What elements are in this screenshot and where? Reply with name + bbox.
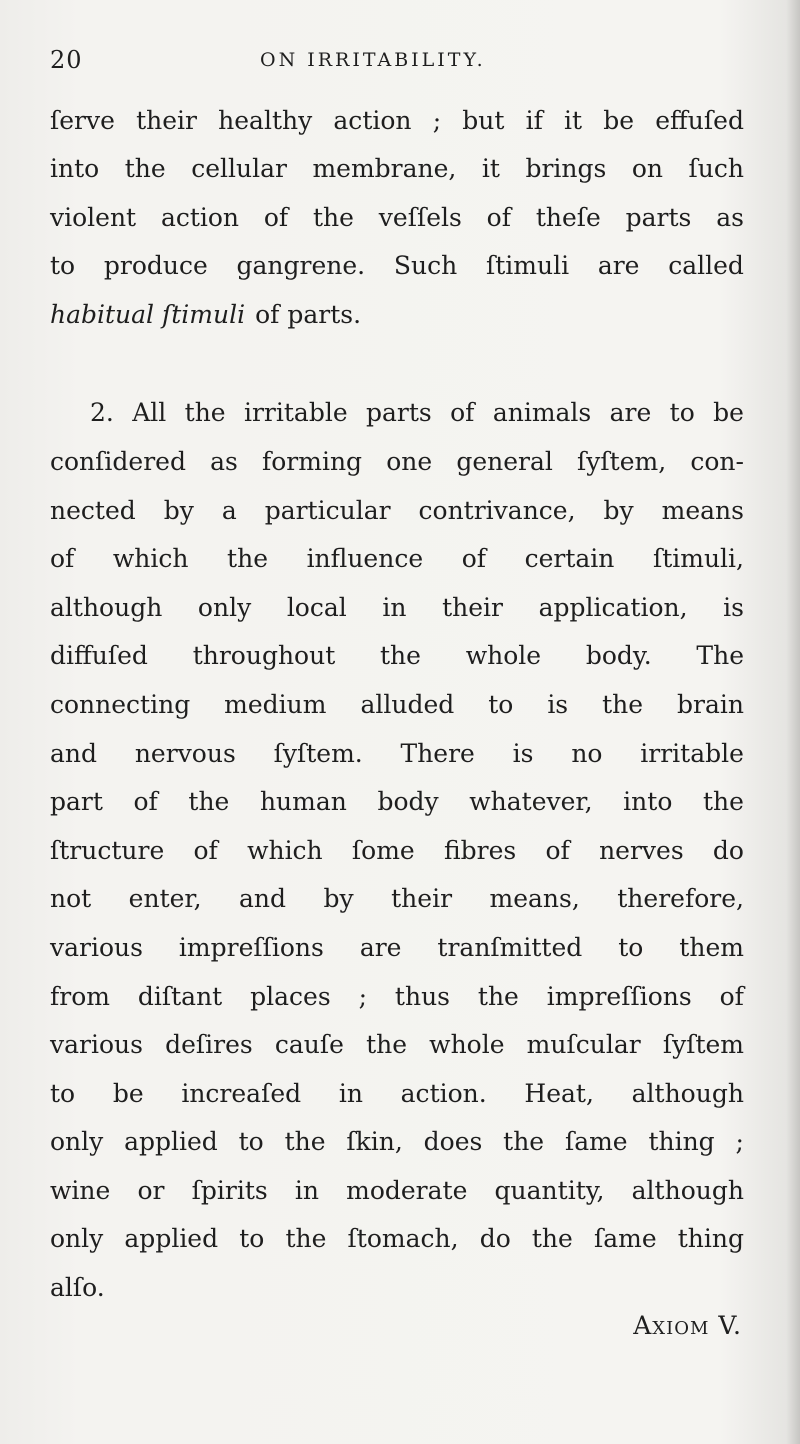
text-line — [50, 827, 744, 876]
word: thus — [394, 981, 450, 1011]
word: be — [713, 398, 744, 428]
text-line — [50, 1167, 744, 1216]
word: only — [50, 1127, 104, 1157]
word: on — [631, 154, 664, 183]
word: ſyſtem. — [273, 738, 363, 768]
word: action — [333, 106, 412, 135]
word: ; — [735, 1127, 744, 1157]
word: it — [564, 106, 583, 135]
text-line — [50, 389, 744, 438]
word: Heat, — [524, 1078, 594, 1108]
word: called — [668, 251, 744, 281]
word: are — [609, 398, 652, 428]
word: it — [481, 154, 500, 183]
word: ſpirits — [191, 1175, 268, 1205]
word: into — [623, 787, 673, 817]
word: general — [456, 446, 553, 476]
word: part — [50, 787, 103, 817]
word: the — [602, 689, 644, 719]
word: body. — [585, 641, 652, 671]
word: the — [503, 1127, 545, 1157]
word: in — [382, 592, 407, 622]
word: which — [247, 835, 323, 865]
word: the — [227, 544, 268, 574]
word: be — [112, 1078, 144, 1108]
word: gangrene. — [236, 251, 366, 281]
word: thing — [677, 1224, 744, 1254]
word: local — [286, 592, 347, 622]
text-line — [50, 584, 744, 633]
word: quantity, — [494, 1175, 605, 1205]
word: nervous — [134, 738, 236, 768]
body-text — [50, 96, 744, 1313]
word: application, — [538, 592, 688, 622]
word: ſuch — [688, 154, 744, 183]
word: as — [210, 446, 238, 476]
word: ſome — [351, 835, 415, 865]
word: fibres — [443, 835, 517, 865]
word: if — [525, 106, 543, 135]
word: of — [263, 202, 289, 232]
running-head: ON IRRITABILITY. — [260, 49, 486, 71]
word: impreſſions — [178, 932, 324, 962]
word: of — [461, 544, 487, 574]
word: parts — [366, 398, 432, 428]
word: do — [479, 1224, 511, 1254]
word: one — [386, 446, 433, 476]
word: 2. — [90, 398, 114, 428]
word: their — [391, 884, 453, 914]
word: the — [313, 202, 354, 232]
word: action — [160, 202, 240, 232]
word: but — [462, 106, 505, 135]
word: to — [669, 398, 695, 428]
word: their — [442, 592, 503, 622]
word: There — [400, 738, 475, 768]
word: or — [137, 1175, 165, 1205]
word: applied — [124, 1127, 218, 1157]
word: although — [631, 1078, 744, 1108]
word: places — [250, 981, 331, 1011]
word: only — [197, 592, 252, 622]
word: action. — [400, 1078, 487, 1108]
word: human — [259, 787, 347, 817]
word: by — [163, 495, 194, 525]
text-line-last — [50, 291, 744, 340]
text-line — [50, 1070, 744, 1119]
word: to — [618, 932, 644, 962]
word: are — [359, 932, 402, 962]
text-line — [50, 96, 744, 145]
word: is — [512, 738, 534, 768]
word: to — [239, 1224, 265, 1254]
word: animals — [492, 398, 592, 428]
text-line — [50, 194, 744, 243]
paragraph-2 — [50, 389, 744, 1312]
word: although — [50, 592, 163, 622]
word: are — [597, 251, 640, 281]
word: ſerve — [50, 106, 115, 135]
text-line — [50, 1021, 744, 1070]
word: diffuſed — [50, 641, 148, 671]
italic-term: habitual ſtimuli — [50, 299, 246, 329]
text-line — [50, 487, 744, 536]
word: body — [377, 787, 439, 817]
text-line — [50, 438, 744, 487]
word: tranſmitted — [437, 932, 583, 962]
word: ſtimuli, — [652, 544, 744, 574]
catchword — [633, 1306, 742, 1346]
word: various — [50, 932, 143, 962]
word: by — [603, 495, 634, 525]
word: deſires — [165, 1030, 253, 1060]
word: does — [423, 1127, 483, 1157]
word: irritable — [243, 398, 348, 428]
word: cauſe — [274, 1030, 344, 1060]
word: muſcular — [526, 1030, 641, 1060]
word: the — [531, 1224, 573, 1254]
word: violent — [50, 202, 137, 232]
word: means — [661, 495, 744, 525]
word: not — [50, 884, 92, 914]
word: of — [545, 835, 570, 865]
text-line — [50, 242, 744, 291]
word: the — [284, 1127, 326, 1157]
word: produce — [103, 251, 208, 281]
word: applied — [124, 1224, 219, 1254]
word: Such — [393, 251, 458, 281]
word: of — [450, 398, 475, 428]
word: contrivance, — [418, 495, 576, 525]
word: ſtomach, — [347, 1224, 459, 1254]
word: the — [184, 398, 226, 428]
word: to — [238, 1127, 264, 1157]
word: con- — [690, 446, 744, 476]
word: connecting — [50, 689, 191, 719]
word: to — [488, 689, 514, 719]
text-line — [50, 973, 744, 1022]
word: of — [486, 202, 511, 232]
word: to — [50, 1078, 76, 1108]
word: no — [571, 738, 603, 768]
word: particular — [264, 495, 391, 525]
word: alſo. — [50, 1273, 105, 1303]
word: ſtimuli — [485, 251, 570, 281]
word: whole — [429, 1030, 505, 1060]
word: the — [188, 787, 230, 817]
word: influence — [306, 544, 424, 574]
paragraph-1 — [50, 96, 744, 339]
text-line — [50, 1118, 744, 1167]
text-line — [50, 535, 744, 584]
word: ſkin, — [346, 1127, 403, 1157]
word: of — [719, 981, 744, 1011]
text-line — [50, 875, 744, 924]
word: All — [132, 398, 167, 428]
word: impreſſions — [546, 981, 692, 1011]
text-line — [50, 1215, 744, 1264]
word: ſame — [593, 1224, 657, 1254]
word: means, — [489, 884, 580, 914]
word: throughout — [192, 641, 336, 671]
word: is — [723, 592, 744, 622]
text-line — [50, 730, 744, 779]
text-line — [50, 632, 744, 681]
word: as — [716, 202, 744, 232]
word: moderate — [346, 1175, 468, 1205]
word: in — [294, 1175, 319, 1205]
word: wine — [50, 1175, 111, 1205]
word: of — [133, 787, 158, 817]
word: to — [50, 251, 76, 281]
text-line — [50, 681, 744, 730]
catchword-text: Axiom V. — [633, 1311, 742, 1340]
word: conſidered — [50, 446, 186, 476]
word: ſame — [564, 1127, 628, 1157]
word: a — [221, 495, 237, 525]
text-line — [50, 924, 744, 973]
word: enter, — [128, 884, 202, 914]
word: the — [702, 787, 744, 817]
word: is — [547, 689, 569, 719]
word: effuſed — [655, 106, 744, 135]
word: various — [50, 1030, 143, 1060]
text-line — [50, 778, 744, 827]
word: whole — [465, 641, 542, 671]
text-line — [50, 145, 744, 194]
word: ſtructure — [50, 835, 165, 865]
word: of — [193, 835, 218, 865]
word: although — [631, 1175, 744, 1205]
word: parts — [625, 202, 692, 232]
word: from — [50, 981, 110, 1011]
word: and — [50, 738, 98, 768]
word: ; — [432, 106, 442, 135]
page-header — [50, 40, 750, 80]
word: ; — [358, 981, 368, 1011]
word: forming — [262, 446, 363, 476]
word: membrane, — [312, 154, 457, 183]
word: be — [603, 106, 635, 135]
word: do — [712, 835, 744, 865]
word: The — [696, 641, 744, 671]
word: nected — [50, 495, 136, 525]
word: by — [323, 884, 354, 914]
word: theſe — [535, 202, 601, 232]
word: medium — [224, 689, 327, 719]
word: veſſels — [378, 202, 462, 232]
word: increaſed — [181, 1078, 302, 1108]
word: irritable — [640, 738, 744, 768]
word: cellular — [191, 154, 287, 183]
page-number: 20 — [50, 46, 83, 74]
word: their — [136, 106, 197, 135]
word: in — [338, 1078, 363, 1108]
word: the — [380, 641, 421, 671]
word: diſtant — [137, 981, 223, 1011]
word: healthy — [218, 106, 313, 135]
word: certain — [524, 544, 615, 574]
word: thing — [648, 1127, 715, 1157]
text-run: of parts. — [255, 299, 362, 329]
word: the — [124, 154, 166, 183]
word: brings — [525, 154, 607, 183]
paragraph-gap — [50, 339, 744, 389]
word: and — [239, 884, 287, 914]
word: therefore, — [617, 884, 744, 914]
word: them — [679, 932, 744, 962]
word: nerves — [599, 835, 684, 865]
word: ſyſtem, — [577, 446, 667, 476]
word: brain — [677, 689, 744, 719]
word: the — [285, 1224, 327, 1254]
word: alluded — [360, 689, 455, 719]
word: the — [366, 1030, 408, 1060]
word: into — [50, 154, 100, 183]
word: of — [50, 544, 75, 574]
word: whatever, — [469, 787, 593, 817]
word: the — [477, 981, 519, 1011]
word: only — [50, 1224, 104, 1254]
word: which — [112, 544, 189, 574]
word: ſyſtem — [662, 1030, 744, 1060]
